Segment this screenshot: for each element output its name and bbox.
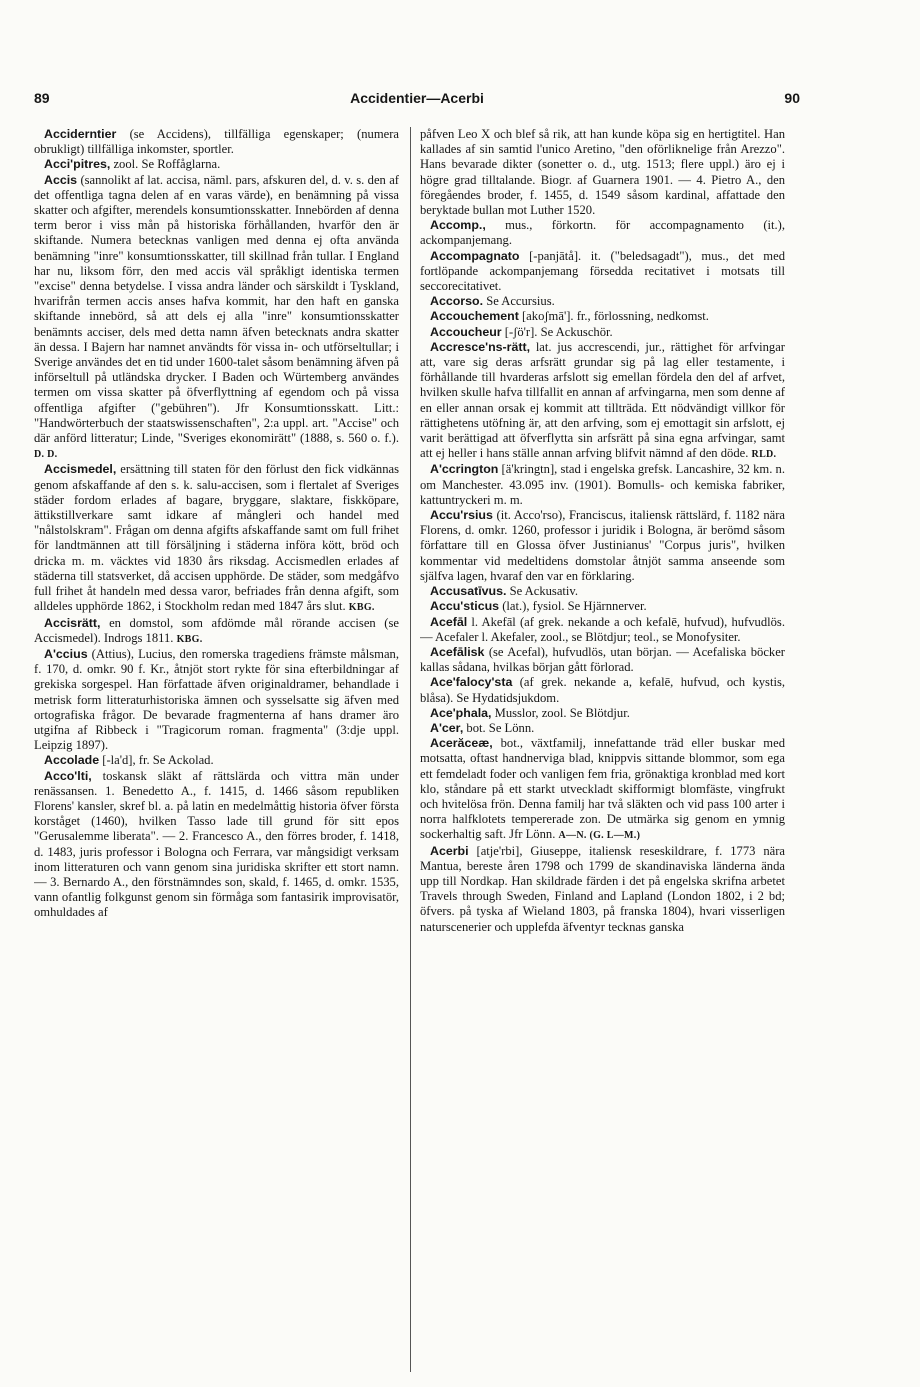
entry-headword: Acefālisk (430, 644, 485, 659)
entry-text: (it. Acco'rso), Franciscus, italiensk rättslärd, f. 1182 nära Florens, d. omkr. 1260, professor i juridik i Bologna, är berömd såsom författare till en Glossa öfver Justinianus' "Corpus juris", hvilken kommentar vid medeltidens domstolar åtnjöt samma anseende som själfva lagen, hvaraf den var en förklaring. (420, 508, 785, 583)
entry-text: lat. jus accrescendi, jur., rättighet för arfvingar att, vare sig deras arfsrätt grundar sig på lag eller testamente, i förhållande till hvarderas arfslott sig emellan fördela den del af arfvet, hvilken skulle hafva tillfallit en annan af arfvingarna, men som denne af en eller annan orsak ej kommit att tillträda. Ett nödvändigt villkor för rättighetens utöfning är, att den arfving, som ej emottagit sin arfslott, ej varit berättigad att öfverflytta sin arfsrätt på sina egna arfvingar, samt att ej heller i hans ställe annan arfving blifvit nämnd af den döde. (420, 339, 785, 461)
dictionary-entry (34, 616, 399, 647)
author-signature: RLD. (751, 449, 777, 461)
entry-headword: Acerăceæ, (430, 736, 493, 751)
dictionary-entry (420, 844, 785, 935)
dictionary-entry (420, 508, 785, 584)
dictionary-entry (420, 721, 785, 736)
dictionary-entry (420, 736, 785, 843)
entry-text: (Attius), Lucius, den romerska tragediens främste målsman, f. 170, d. omkr. 90 f. Kr., åtnjöt stort rykte för sina efterbildningar af grekiska sorgespel. Han författade äfven originaldramer, behandlade i metrisk form litteraturhistoriska ämnen och sysselsatte sig äfven med ortografiska frågor. De bevarade fragmenterna af hans dramer äro utgifna af Ribbeck i "Tragicorum roman. fragmenta" (3:dje uppl. Leipzig 1897). (34, 646, 399, 753)
entry-headword: Accisrätt, (44, 615, 101, 630)
dictionary-entry (420, 675, 785, 705)
author-signature: KBG. (176, 633, 203, 645)
author-signature: A—N. (G. L—M.) (558, 830, 641, 842)
entry-text: en domstol, som afdömde mål rörande accisen (se Accismedel). Indrogs 1811. (34, 615, 399, 645)
entry-text: (se Accidens), tillfälliga egenskaper; (numera obrukligt) tillfälliga inkomster, sportler. (34, 127, 399, 157)
entry-text: Se Accursius. (486, 294, 555, 309)
entry-text: [ä'kringtn], stad i engelska grefsk. Lancashire, 32 km. n. om Manchester. 43.095 inv. (1901). Bomulls- och kemiska fabriker, kattuntryckeri m. m. (420, 462, 785, 507)
author-signature: KBG. (348, 602, 375, 614)
entry-headword: Accu'sticus (430, 599, 500, 614)
entry-text: [atje'rbi], Giuseppe, italiensk reseskildrare, f. 1773 nära Mantua, bereste åren 1798 och 1799 de skandinaviska länderna ända upp till Nordkap. Han skildrade färden i det på engelska skrifna arbetet Travels through Sweden, Finland and Lapland (London 1802, i 2 bd; öfvers. på tyska af Wieland 1803, på franska 1804), hvari visserligen naturscenerier och upplefda äfventyr tecknas ganska (420, 843, 785, 934)
entry-text: [-panjātå]. it. ("beledsagadt"), mus., det med fortlöpande ackompanjemang försedda recitativet i motsats till seccorecitativet. (420, 248, 785, 294)
entry-headword: Accu'rsius (430, 508, 493, 523)
entry-headword: Acco'lti, (44, 768, 92, 783)
dictionary-entry (420, 645, 785, 675)
entry-headword: Accomp., (430, 218, 486, 233)
entry-text: Musslor, zool. Se Blötdjur. (494, 705, 630, 720)
dictionary-entry (420, 325, 785, 340)
dictionary-entry (420, 309, 785, 324)
entry-headword: Acci'pitres, (44, 157, 111, 172)
dictionary-entry (420, 249, 785, 295)
entry-text: zool. Se Roffåglarna. (113, 157, 221, 172)
dictionary-entry (34, 157, 399, 172)
dictionary-entry (34, 769, 399, 921)
entry-text: l. Akefāl (af grek. nekande a och kefalē, hufvud), hufvudlös. — Acefaler l. Akefaler, zool., se Blötdjur; teol., se Monofysiter. (420, 614, 785, 644)
dictionary-entry (34, 647, 399, 753)
dictionary-entry (34, 462, 399, 615)
entry-headword: Accorso. (430, 294, 484, 309)
entry-headword: Ace'falocy'sta (430, 675, 513, 690)
entry-headword: Accouchement (430, 309, 519, 324)
entry-headword: Accusatīvus. (430, 584, 507, 599)
entry-text: bot., växtfamilj, innefattande träd eller buskar med motsatta, oftast handnerviga blad, knippvis sittande blommor, som ega ett femdeladt foder och vanligen fem fria, grönaktiga kronblad med kort klo, ståndare på ett starkt utveckladt skifformigt blomfäste, vingfrukt och hvitelösa frön. Denna familj har två släkten och vid pass 100 arter i norra halfklotets tempererade zon. De utmärka sig genom en ymnig sockerhaltig saft. Jfr Lönn. (420, 736, 785, 842)
entry-text: toskansk släkt af rättslärda och vittra män under renässansen. 1. Benedetto A., f. 1415, d. 1466 såsom republiken Florens' kansler, skref bl. a. på latin en medelmåttig historia öfver första korståget (1460), hvilken Tasso lade till grund för sitt epos "Gerusalemme liberata". — 2. Francesco A., den förres broder, f. 1418, d. 1483, juris professor i Bologna och Ferrara, var mångsidigt verksam inom litteraturen och vann genom sina juridiska skrifter ett stort namn. — 3. Bernardo A., den förstnämndes son, skald, f. 1465, d. omkr. 1535, vann ofantlig folkgunst genom sin förmåga som fantasirik improvisatör, omhuldades af (34, 768, 399, 920)
column-divider (410, 127, 411, 1372)
entry-text: Se Ackusativ. (509, 584, 579, 599)
entry-text: [akoʃmā']. fr., förlossning, nedkomst. (521, 309, 709, 324)
page-number-left: 89 (34, 90, 50, 106)
dictionary-entry (420, 615, 785, 645)
dictionary-entry (34, 127, 399, 157)
entry-headword: Acciderntier (44, 127, 117, 141)
author-signature: D. D. (34, 449, 58, 461)
entry-headword: Ace'phala, (430, 705, 492, 720)
entry-headword: A'cer, (430, 720, 464, 735)
dictionary-entry (420, 462, 785, 508)
dictionary-entry (34, 173, 399, 463)
entry-text: [-ʃö'r]. Se Ackuschör. (504, 324, 613, 339)
entry-text: påfven Leo X och blef så rik, att han kunde köpa sig en hertigtitel. Han kallades af sin samtid l'unico Aretino, "den oförliknelige från Arezzo". Hans bevarade dikter (sonetter o. d., utg. 1513; flere uppl.) äro ej i högre grad tilltalande. Biogr. af Guarnera 1901. — 4. Pietro A., den föregåendes broder, f. 1455, d. 1549 såsom kardinal, affattade den beryktade bullan mot Luther 1520. (420, 127, 785, 218)
entry-headword: Accompagnato (430, 248, 520, 263)
running-title: Accidentier—Acerbi (350, 90, 484, 106)
entry-text: (af grek. nekande a, kefalē, hufvud, och kystis, blåsa). Se Hydatidsjukdom. (420, 675, 785, 705)
entry-text: mus., förkortn. för accompagnamento (it.), ackompanjemang. (420, 218, 785, 248)
entry-headword: A'ccius (44, 646, 88, 661)
dictionary-entry (420, 127, 785, 218)
dictionary-entry (420, 584, 785, 599)
dictionary-entry (420, 340, 785, 463)
entry-headword: Accismedel, (44, 462, 117, 477)
entry-headword: Accis (44, 172, 78, 187)
right-column (420, 127, 785, 1372)
entry-text: [-la'd], fr. Se Ackolad. (102, 753, 214, 768)
page-number-right: 90 (784, 90, 800, 106)
entry-text: ersättning till staten för den förlust den fick vidkännas genom afskaffande af den s. k. salu-accisen, som i flertalet af Sveriges städer fordom erlades af bagare, bryggare, slaktare, fiskköpare, ättikstillverkare samt idkare af månglerі och handel med "nålstolskram". Frågan om denna afgifts afskaffande samt om full frihet för landtmännen att till försäljning i städerna införa kött, bröd och dricka m. m. väcktes vid 1830 års riksdag. Accismedlen erlades af städerna till statsverket, då accisen upphörde. De städer, som medgåfvo full frihet åt handeln med dessa varor, befriades från denna afgift, som alldeles upphörde 1862, i Stockholm redan med 1847 års slut. (34, 462, 399, 614)
dictionary-entry (34, 753, 399, 768)
dictionary-entry (420, 599, 785, 614)
entry-headword: A'ccrington (430, 462, 499, 477)
dictionary-entry (420, 218, 785, 248)
left-column (34, 127, 399, 1372)
entry-text: (sannolikt af lat. accisa, näml. pars, afskuren del, d. v. s. den af det offentliga tagna delen af en varas värde), en benämning på vissa skatter och afgifter, merendels konsumtionsskatter. Innebörden af denna term beror i viss mån på historiska förhållanden, hvarför den är skiftande. Numera betecknas vanligen med denna ej ofta använda benämning "inre" konsumtionsskatter, till skillnad från tullar. I England har nu, liksom förr, den med accis väl språkligt identiska termen "excise" denna betydelse. I vissa andra länder och särskildt i Tyskland, hvarifrån termen accis anses hafva kommit, har den haft en ganska skiftande innebörd, så att dels ej alla "inre" konsumtionsskatter benämnts acciser, dels med detta namn äfven betecknats andra skatter än dessa. I Bajern har namnet användts för vissa in- och utförseltullar; i Sverige användes det en tid under 1600-talet såsom benämning äfven på införseltull på utländska drycker. I Baden och Würtemberg användes termen om vissa skatter på öfverflyttning af egendom och på vissa offentliga afgifter ("gebühren"). Jfr Konsumtionsskatt. Litt.: "Handwörterbuch der staatswissenschaften", 2:a uppl. art. "Accise" och där anförd litteratur; Linde, "Sveriges ekonomirätt" (1888, s. 560 o. f.). (34, 172, 399, 446)
entry-headword: Accolade (44, 753, 100, 768)
entry-headword: Accresce'ns-rätt, (430, 339, 531, 354)
entry-headword: Acerbi (430, 843, 469, 858)
entry-text: (se Acefal), hufvudlös, utan början. — Acefaliska böcker kallas sådana, hvilkas början gått förlorad. (420, 644, 785, 675)
page-header (34, 90, 800, 110)
entry-text: bot. Se Lönn. (466, 720, 535, 735)
entry-headword: Accoucheur (430, 324, 502, 339)
entry-headword: Acefāl (430, 614, 468, 629)
dictionary-entry (420, 294, 785, 309)
dictionary-entry (420, 706, 785, 721)
entry-text: (lat.), fysiol. Se Hjärnnerver. (502, 599, 647, 614)
